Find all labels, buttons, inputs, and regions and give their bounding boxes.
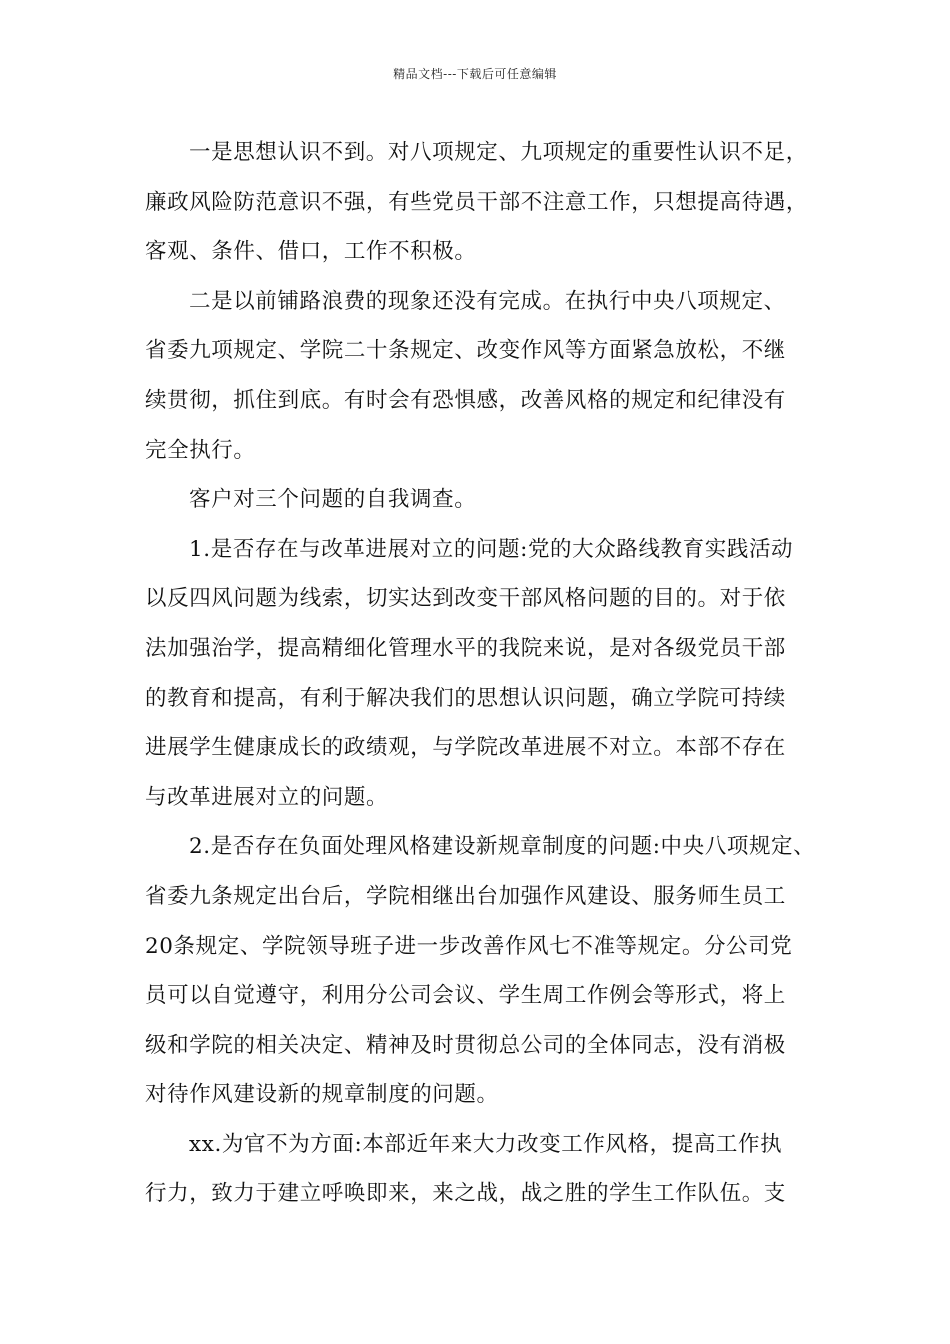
text-line: 省委九条规定出台后，学院相继出台加强作风建设、服务师生员工	[145, 883, 786, 909]
text-line: 省委九项规定、学院二十条规定、改变作风等方面紧急放松，不继	[145, 338, 786, 364]
text-line: 客观、条件、借口，工作不积极。	[145, 239, 477, 265]
text-line: 2.是否存在负面处理风格建设新规章制度的问题:中央八项规定、	[189, 834, 816, 860]
text-line: 廉政风险防范意识不强，有些党员干部不注意工作，只想提高待遇，	[145, 189, 809, 215]
text-line: 行力，致力于建立呼唤即来，来之战，战之胜的学生工作队伍。支	[145, 1181, 786, 1207]
text-line: 20条规定、学院领导班子进一步改善作风七不准等规定。分公司党	[145, 933, 793, 959]
text-line: 法加强治学，提高精细化管理水平的我院来说，是对各级党员干部	[145, 635, 786, 661]
text-line: xx.为官不为方面:本部近年来大力改变工作风格，提高工作执	[189, 1131, 783, 1157]
text-line: 员可以自觉遵守，利用分公司会议、学生周工作例会等形式，将上	[145, 983, 786, 1009]
text-line: 进展学生健康成长的政绩观，与学院改革进展不对立。本部不存在	[145, 735, 786, 761]
text-line: 的教育和提高，有利于解决我们的思想认识问题，确立学院可持续	[145, 685, 786, 711]
text-line: 级和学院的相关决定、精神及时贯彻总公司的全体同志，没有消极	[145, 1032, 786, 1058]
page-header: 精品文档---下载后可任意编辑	[393, 67, 557, 81]
text-line: 二是以前铺路浪费的现象还没有完成。在执行中央八项规定、	[189, 288, 786, 314]
text-line: 1.是否存在与改革进展对立的问题:党的大众路线教育实践活动	[189, 536, 794, 562]
text-line: 一是思想认识不到。对八项规定、九项规定的重要性认识不足，	[189, 140, 808, 165]
text-line: 续贯彻，抓住到底。有时会有恐惧感，改善风格的规定和纪律没有	[145, 387, 786, 413]
text-line: 完全执行。	[145, 437, 256, 463]
document-body	[145, 128, 816, 1219]
text-line: 对待作风建设新的规章制度的问题。	[145, 1082, 499, 1108]
text-line: 与改革进展对立的问题。	[145, 784, 389, 810]
text-line: 客户对三个问题的自我调查。	[189, 487, 477, 513]
text-line: 以反四风问题为线索，切实达到改变干部风格问题的目的。对于依	[145, 586, 786, 612]
